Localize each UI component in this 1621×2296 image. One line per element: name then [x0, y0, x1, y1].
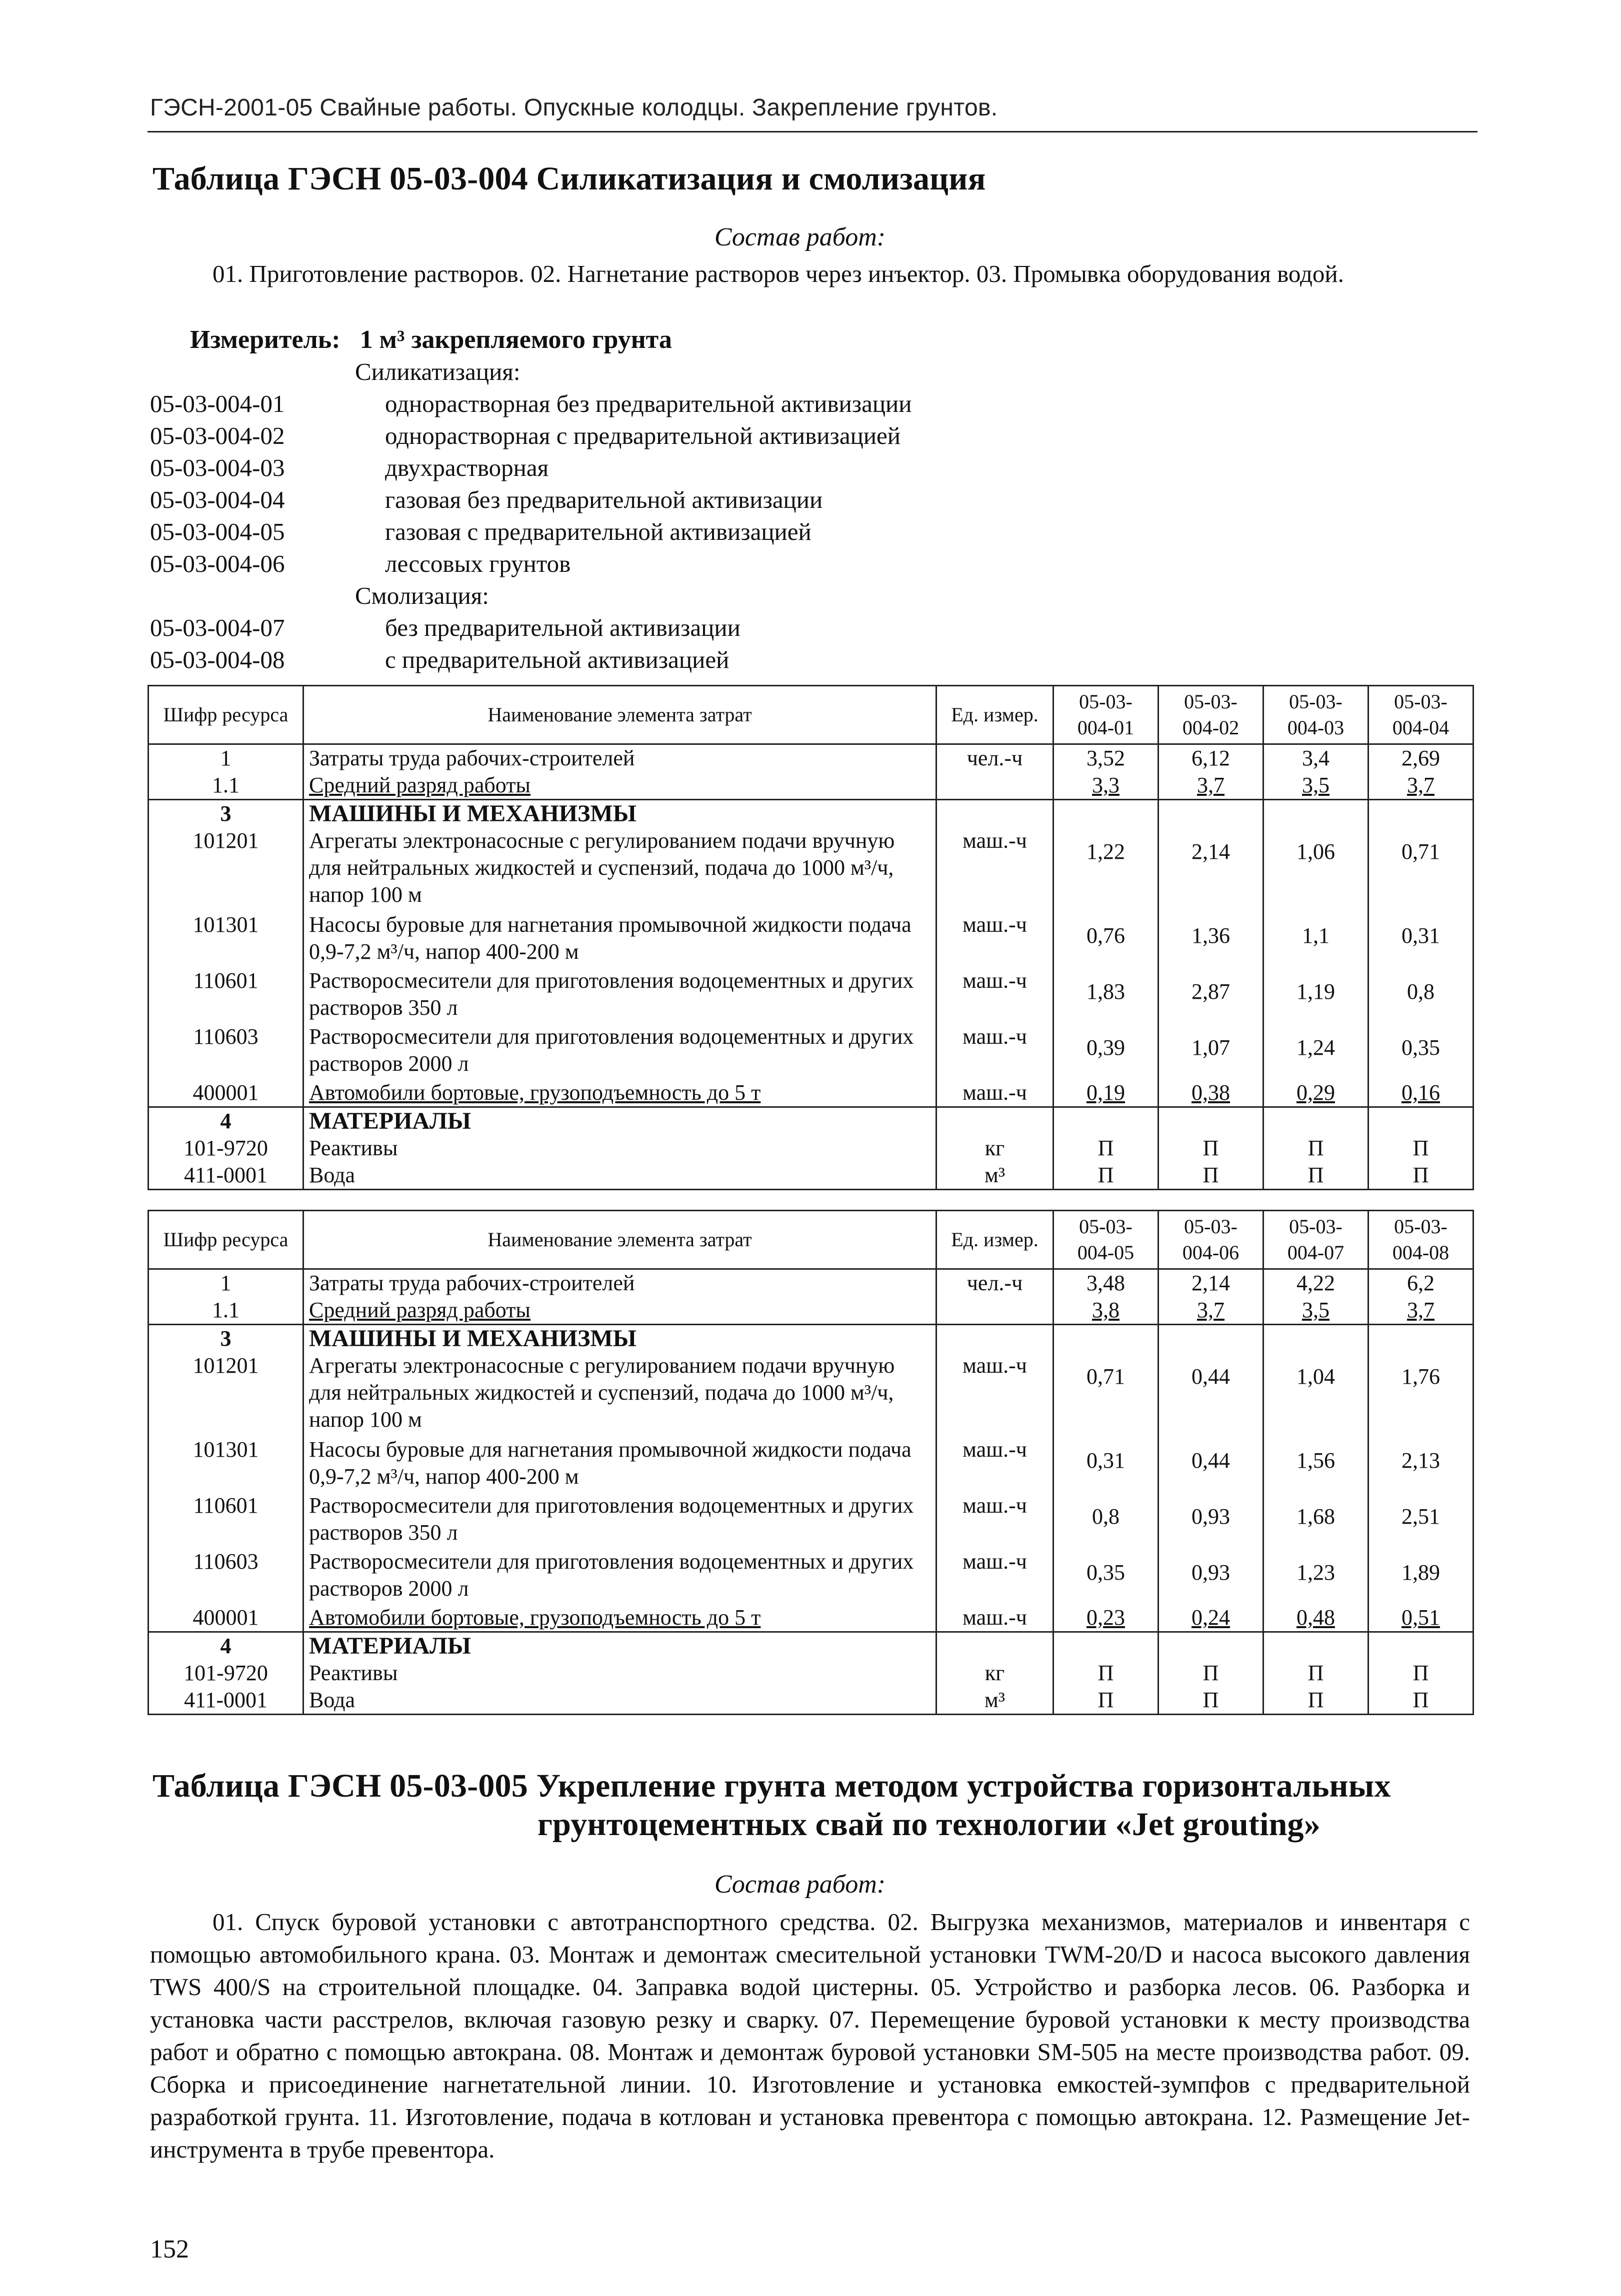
resource-code: 4: [148, 1107, 304, 1135]
resource-unit: чел.-ч: [936, 744, 1054, 772]
col-header-norm: 05-03- 004-01: [1054, 686, 1158, 744]
table-row: [148, 1297, 1474, 1325]
table-004-title: Таблица ГЭСН 05-03-004 Силикатизация и смолизация: [152, 160, 986, 197]
col-header-code: Шифр ресурса: [148, 686, 304, 744]
norm-value: [1158, 1325, 1264, 1353]
list-item: 05-03-004-03 двухрастворная: [150, 454, 549, 481]
list-item: 05-03-004-06 лессовых грунтов: [150, 550, 571, 577]
table-row: [148, 1548, 1474, 1604]
norm-value: [1264, 1107, 1368, 1135]
resource-code: 101301: [148, 1436, 304, 1492]
norm-value: [1264, 800, 1368, 828]
resource-unit: [936, 800, 1054, 828]
resource-unit: кг: [936, 1660, 1054, 1687]
norm-value: П: [1054, 1135, 1158, 1162]
table-row: [148, 1436, 1474, 1492]
resource-code: 411-0001: [148, 1162, 304, 1190]
norm-value: 4,22: [1264, 1269, 1368, 1297]
norm-value: 0,24: [1158, 1604, 1264, 1632]
resource-unit: маш.-ч: [936, 1352, 1054, 1436]
resource-code: 101201: [148, 827, 304, 911]
resource-name: Автомобили бортовые, грузоподъемность до 5 т: [304, 1079, 936, 1107]
norm-value: 1,19: [1264, 967, 1368, 1023]
norm-value: 1,36: [1158, 911, 1264, 967]
norm-value: 1,68: [1264, 1492, 1368, 1548]
norm-value: 1,56: [1264, 1436, 1368, 1492]
norm-value: П: [1368, 1660, 1474, 1687]
norm-value: 3,52: [1054, 744, 1158, 772]
norm-value: 0,93: [1158, 1492, 1264, 1548]
table-row: [148, 1162, 1474, 1190]
norm-value: 0,23: [1054, 1604, 1158, 1632]
table-row: [148, 1269, 1474, 1297]
measure-value: 1 м³ закрепляемого грунта: [360, 325, 672, 354]
resource-unit: [936, 772, 1054, 800]
norm-value: П: [1158, 1687, 1264, 1715]
page-number: 152: [150, 2235, 189, 2264]
resource-unit: маш.-ч: [936, 967, 1054, 1023]
norm-value: П: [1158, 1135, 1264, 1162]
norm-value: 1,24: [1264, 1023, 1368, 1079]
norm-value: 0,8: [1054, 1492, 1158, 1548]
measure-line: [190, 325, 672, 354]
norm-value: 3,7: [1158, 772, 1264, 800]
table-row: [148, 1325, 1474, 1353]
norm-value: 1,76: [1368, 1352, 1474, 1436]
table-header-row: [148, 1211, 1474, 1269]
resource-unit: чел.-ч: [936, 1269, 1054, 1297]
norm-value: [1158, 1107, 1264, 1135]
norm-value: 3,7: [1158, 1297, 1264, 1325]
col-header-norm: 05-03- 004-05: [1054, 1211, 1158, 1269]
resource-unit: маш.-ч: [936, 1548, 1054, 1604]
resource-unit: маш.-ч: [936, 827, 1054, 911]
resource-unit: маш.-ч: [936, 1023, 1054, 1079]
norm-value: 0,16: [1368, 1079, 1474, 1107]
norm-value: 0,71: [1054, 1352, 1158, 1436]
norm-value: 2,69: [1368, 744, 1474, 772]
list-item: 05-03-004-08 с предварительной активизацией: [150, 646, 730, 673]
norm-value: 2,13: [1368, 1436, 1474, 1492]
resource-code: 1.1: [148, 772, 304, 800]
norm-value: [1264, 1632, 1368, 1660]
norm-value: 3,5: [1264, 1297, 1368, 1325]
norm-value: 0,19: [1054, 1079, 1158, 1107]
norm-value: 2,87: [1158, 967, 1264, 1023]
norm-value: 0,48: [1264, 1604, 1368, 1632]
norm-value: [1158, 800, 1264, 828]
norm-value: [1368, 1107, 1474, 1135]
resource-name: Затраты труда рабочих-строителей: [304, 1269, 936, 1297]
norm-value: [1054, 1325, 1158, 1353]
resource-name: Насосы буровые для нагнетания промывочной жидкости подача 0,9-7,2 м³/ч, напор 400-200 м: [304, 911, 936, 967]
norm-value: П: [1054, 1687, 1158, 1715]
table-row: [148, 1135, 1474, 1162]
norm-value: 2,51: [1368, 1492, 1474, 1548]
resource-unit: м³: [936, 1162, 1054, 1190]
resource-code: 3: [148, 1325, 304, 1353]
resource-code: 110601: [148, 1492, 304, 1548]
resource-name: Агрегаты электронасосные с регулированием подачи вручную для нейтральных жидкостей и суспензий, подача до 1000 м³/ч, напор 100 м: [304, 827, 936, 911]
norm-value: 3,3: [1054, 772, 1158, 800]
running-header: ГЭСН-2001-05 Свайные работы. Опускные колодцы. Закрепление грунтов.: [150, 94, 998, 121]
norm-value: 0,8: [1368, 967, 1474, 1023]
norm-value: 0,71: [1368, 827, 1474, 911]
col-header-code: Шифр ресурса: [148, 1211, 304, 1269]
resource-code: 1.1: [148, 1297, 304, 1325]
norm-value: 3,7: [1368, 1297, 1474, 1325]
norm-value: 1,07: [1158, 1023, 1264, 1079]
resource-name: Автомобили бортовые, грузоподъемность до 5 т: [304, 1604, 936, 1632]
table-row: [148, 1023, 1474, 1079]
resource-name: Агрегаты электронасосные с регулированием подачи вручную для нейтральных жидкостей и суспензий, подача до 1000 м³/ч, напор 100 м: [304, 1352, 936, 1436]
table-row: [148, 911, 1474, 967]
table-row: [148, 1107, 1474, 1135]
norm-value: 2,14: [1158, 827, 1264, 911]
work-composition-heading: Состав работ:: [714, 1870, 886, 1899]
norm-value: П: [1264, 1162, 1368, 1190]
resource-unit: кг: [936, 1135, 1054, 1162]
norm-value: 1,22: [1054, 827, 1158, 911]
table-row: [148, 744, 1474, 772]
table-005-title-line1: Таблица ГЭСН 05-03-005 Укрепление грунта методом устройства горизонтальных: [152, 1768, 1391, 1804]
group-heading: Силикатизация:: [355, 358, 520, 385]
resource-name: Средний разряд работы: [304, 772, 936, 800]
resource-code: 400001: [148, 1079, 304, 1107]
norm-value: 3,7: [1368, 772, 1474, 800]
col-header-norm: 05-03- 004-06: [1158, 1211, 1264, 1269]
col-header-name: Наименование элемента затрат: [304, 686, 936, 744]
norm-value: П: [1054, 1162, 1158, 1190]
norm-value: [1054, 1632, 1158, 1660]
resource-code: 101-9720: [148, 1660, 304, 1687]
norm-value: 0,38: [1158, 1079, 1264, 1107]
norm-value: 1,04: [1264, 1352, 1368, 1436]
resource-unit: м³: [936, 1687, 1054, 1715]
resource-name: Растворосмесители для приготовления водоцементных и других растворов 350 л: [304, 1492, 936, 1548]
norm-value: 1,89: [1368, 1548, 1474, 1604]
resource-code: 101301: [148, 911, 304, 967]
col-header-norm: 05-03- 004-03: [1264, 686, 1368, 744]
resource-unit: [936, 1325, 1054, 1353]
col-header-unit: Ед. измер.: [936, 686, 1054, 744]
norm-value: 0,31: [1054, 1436, 1158, 1492]
table-row: [148, 827, 1474, 911]
resource-unit: маш.-ч: [936, 911, 1054, 967]
list-item: 05-03-004-01 однорастворная без предварительной активизации: [150, 390, 912, 417]
norm-value: 0,93: [1158, 1548, 1264, 1604]
norm-value: 3,8: [1054, 1297, 1158, 1325]
norm-value: 1,06: [1264, 827, 1368, 911]
table-row: [148, 1079, 1474, 1107]
resource-code: 411-0001: [148, 1687, 304, 1715]
resource-name: Вода: [304, 1687, 936, 1715]
resource-name: Растворосмесители для приготовления водоцементных и других растворов 350 л: [304, 967, 936, 1023]
resource-code: 1: [148, 744, 304, 772]
group-heading: Смолизация:: [355, 582, 489, 609]
resource-unit: [936, 1632, 1054, 1660]
resource-unit: маш.-ч: [936, 1492, 1054, 1548]
table-row: [148, 1687, 1474, 1715]
norm-value: П: [1264, 1660, 1368, 1687]
norm-value: 6,12: [1158, 744, 1264, 772]
resource-code: 3: [148, 800, 304, 828]
resource-name: Реактивы: [304, 1660, 936, 1687]
resource-table-1: [148, 685, 1474, 1190]
norm-value: 2,14: [1158, 1269, 1264, 1297]
resource-name: Затраты труда рабочих-строителей: [304, 744, 936, 772]
resource-code: 1: [148, 1269, 304, 1297]
resource-code: 110603: [148, 1023, 304, 1079]
norm-value: 0,76: [1054, 911, 1158, 967]
norm-value: 3,4: [1264, 744, 1368, 772]
norm-value: [1054, 800, 1158, 828]
norm-value: 0,51: [1368, 1604, 1474, 1632]
norm-value: 3,5: [1264, 772, 1368, 800]
norm-value: 0,35: [1054, 1548, 1158, 1604]
norm-value: 1,1: [1264, 911, 1368, 967]
resource-name: МАШИНЫ И МЕХАНИЗМЫ: [304, 800, 936, 828]
col-header-unit: Ед. измер.: [936, 1211, 1054, 1269]
resource-unit: [936, 1107, 1054, 1135]
table-row: [148, 1604, 1474, 1632]
norm-value: П: [1368, 1162, 1474, 1190]
resource-code: 110603: [148, 1548, 304, 1604]
work-composition-text: 01. Приготовление растворов. 02. Нагнетание растворов через инъектор. 03. Промывка оборудования водой.: [212, 260, 1344, 287]
norm-value: 0,39: [1054, 1023, 1158, 1079]
resource-name: Средний разряд работы: [304, 1297, 936, 1325]
norm-value: П: [1264, 1687, 1368, 1715]
norm-value: П: [1368, 1687, 1474, 1715]
resource-unit: маш.-ч: [936, 1436, 1054, 1492]
resource-unit: маш.-ч: [936, 1079, 1054, 1107]
norm-value: П: [1158, 1162, 1264, 1190]
resource-name: Растворосмесители для приготовления водоцементных и других растворов 2000 л: [304, 1548, 936, 1604]
norm-value: П: [1368, 1135, 1474, 1162]
norm-value: 0,29: [1264, 1079, 1368, 1107]
work-composition-text: 01. Спуск буровой установки с автотранспортного средства. 02. Выгрузка механизмов, материалов и инвентаря с помощью автомобильного крана. 03. Монтаж и демонтаж смесительной установки TWM-20/D и насоса высокого давления TWS 400/S на строительной площадке. 04. Заправка водой цистерны. 05. Устройство и разборка лесов. 06. Разборка и установка части расстрелов, включая газовую резку и сварку. 07. Перемещение буровой установки к месту производства работ и обратно с помощью автокрана. 08. Монтаж и демонтаж буровой установки SM-505 на месте производства работ. 09. Сборка и присоединение нагнетательной линии. 10. Изготовление и установка емкостей-зумпфов с предварительной разработкой грунта. 11. Изготовление, подача в котлован и установка превентора с помощью автокрана. 12. Размещение Jet-инструмента в трубе превентора.: [150, 1908, 1470, 2163]
list-item: 05-03-004-05 газовая с предварительной активизацией: [150, 518, 812, 545]
list-item: 05-03-004-02 однорастворная с предварительной активизацией: [150, 422, 901, 449]
resource-code: 4: [148, 1632, 304, 1660]
list-item: 05-03-004-07 без предварительной активизации: [150, 614, 740, 641]
table-row: [148, 772, 1474, 800]
norm-value: [1054, 1107, 1158, 1135]
resource-name: Реактивы: [304, 1135, 936, 1162]
resource-unit: [936, 1297, 1054, 1325]
norm-value: 6,2: [1368, 1269, 1474, 1297]
col-header-norm: 05-03- 004-02: [1158, 686, 1264, 744]
resource-name: Вода: [304, 1162, 936, 1190]
norm-value: П: [1054, 1660, 1158, 1687]
norm-value: 3,48: [1054, 1269, 1158, 1297]
resource-code: 400001: [148, 1604, 304, 1632]
norm-value: [1158, 1632, 1264, 1660]
resource-name: МАТЕРИАЛЫ: [304, 1632, 936, 1660]
norm-value: П: [1264, 1135, 1368, 1162]
norm-value: 0,35: [1368, 1023, 1474, 1079]
norm-value: 0,44: [1158, 1352, 1264, 1436]
col-header-norm: 05-03- 004-08: [1368, 1211, 1474, 1269]
norm-value: [1368, 1325, 1474, 1353]
norm-list: [150, 356, 1450, 676]
col-header-name: Наименование элемента затрат: [304, 1211, 936, 1269]
list-item: 05-03-004-04 газовая без предварительной активизации: [150, 486, 823, 513]
norm-value: 1,83: [1054, 967, 1158, 1023]
norm-value: 0,44: [1158, 1436, 1264, 1492]
table-header-row: [148, 686, 1474, 744]
norm-value: [1368, 1632, 1474, 1660]
resource-table-2: [148, 1210, 1474, 1715]
resource-code: 110601: [148, 967, 304, 1023]
table-row: [148, 1352, 1474, 1436]
table-row: [148, 1632, 1474, 1660]
work-composition-heading: Состав работ:: [714, 223, 886, 251]
resource-unit: маш.-ч: [936, 1604, 1054, 1632]
norm-value: 1,23: [1264, 1548, 1368, 1604]
table-row: [148, 1660, 1474, 1687]
col-header-norm: 05-03- 004-04: [1368, 686, 1474, 744]
header-divider: [148, 131, 1478, 132]
table-row: [148, 967, 1474, 1023]
resource-code: 101201: [148, 1352, 304, 1436]
resource-name: МАШИНЫ И МЕХАНИЗМЫ: [304, 1325, 936, 1353]
resource-name: Растворосмесители для приготовления водоцементных и других растворов 2000 л: [304, 1023, 936, 1079]
norm-value: П: [1158, 1660, 1264, 1687]
table-row: [148, 800, 1474, 828]
resource-name: Насосы буровые для нагнетания промывочной жидкости подача 0,9-7,2 м³/ч, напор 400-200 м: [304, 1436, 936, 1492]
norm-value: 0,31: [1368, 911, 1474, 967]
resource-code: 101-9720: [148, 1135, 304, 1162]
norm-value: [1264, 1325, 1368, 1353]
resource-name: МАТЕРИАЛЫ: [304, 1107, 936, 1135]
table-row: [148, 1492, 1474, 1548]
col-header-norm: 05-03- 004-07: [1264, 1211, 1368, 1269]
table-005-title-line2: грунтоцементных свай по технологии «Jet grouting»: [538, 1806, 1320, 1843]
measure-label: Измеритель:: [190, 325, 340, 354]
norm-value: [1368, 800, 1474, 828]
